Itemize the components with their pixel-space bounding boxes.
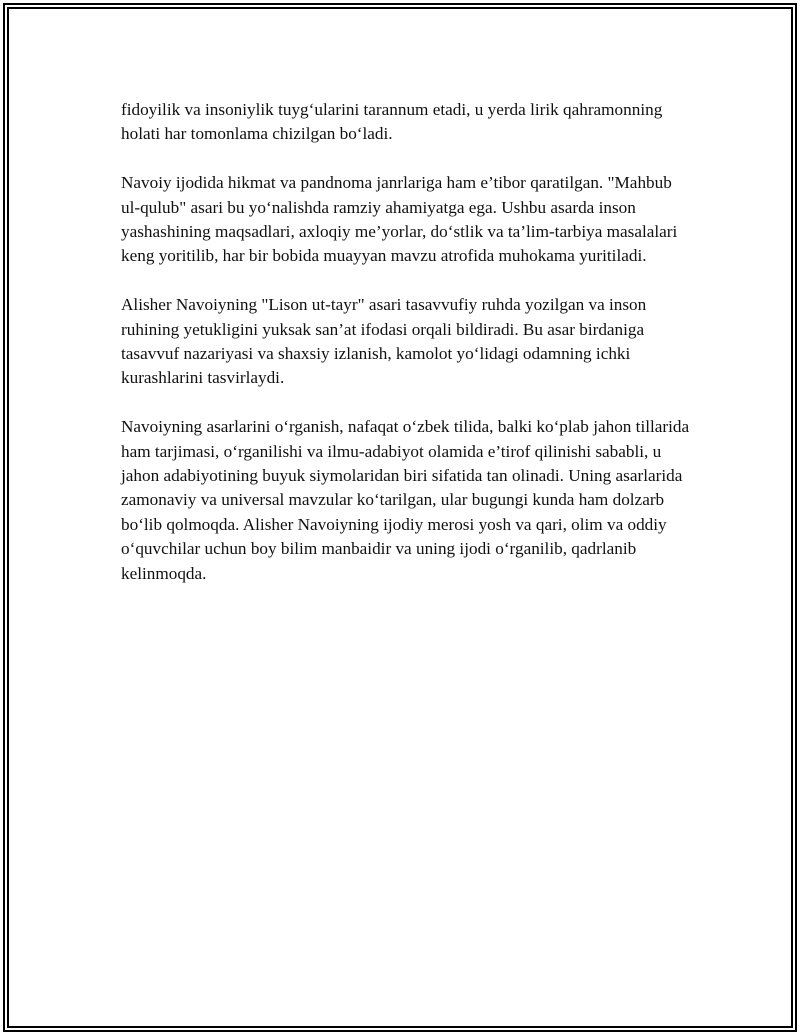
page: [9, 9, 791, 1026]
paragraph: Alisher Navoiyning "Lison ut-tayr" asari tasavvufiy ruhda yozilgan va inson ruhining yetukligini yuksak san’at ifodasi orqali bildiradi. Bu asar birdaniga tasavvuf nazariyasi va shaxsiy izlanish, kamolot yo‘lidagi odamning ichki kurashlarini tasvirlaydi.: [121, 295, 647, 388]
paragraph: Navoiyning asarlarini o‘rganish, nafaqat o‘zbek tilida, balki ko‘plab jahon tillarida ham tarjimasi, o‘rganilishi va ilmu-adabiyot olamida e’tirof qilinishi sababli, u jahon adabiyotining buyuk siymolaridan biri sifatida tan olinadi. Uning asarlarida zamonaviy va universal mavzular ko‘tarilgan, ular bugungi kunda ham dolzarb bo‘lib qolmoqda. Alisher Navoiyning ijodiy merosi yosh va qari, olim va oddiy o‘quvchilar uchun boy bilim manbaidir va uning ijodi o‘rganilib, qadrlanib kelinmoqda.: [121, 417, 690, 583]
text-body: [121, 98, 693, 610]
paragraph: fidoyilik va insoniylik tuyg‘ularini tarannum etadi, u yerda lirik qahramonning holati har tomonlama chizilgan bo‘ladi.: [121, 100, 663, 144]
page-border: [3, 3, 797, 1032]
paragraph: Navoiy ijodida hikmat va pandnoma janrlariga ham e’tibor qaratilgan. "Mahbub ul-qulub" asari bu yo‘nalishda ramziy ahamiyatga ega. Ushbu asarda inson yashashining maqsadlari, axloqiy me’yorlar, do‘stlik va ta’lim-tarbiya masalalari keng yoritilib, har bir bobida muayyan mavzu atrofida muhokama yuritiladi.: [121, 173, 678, 266]
